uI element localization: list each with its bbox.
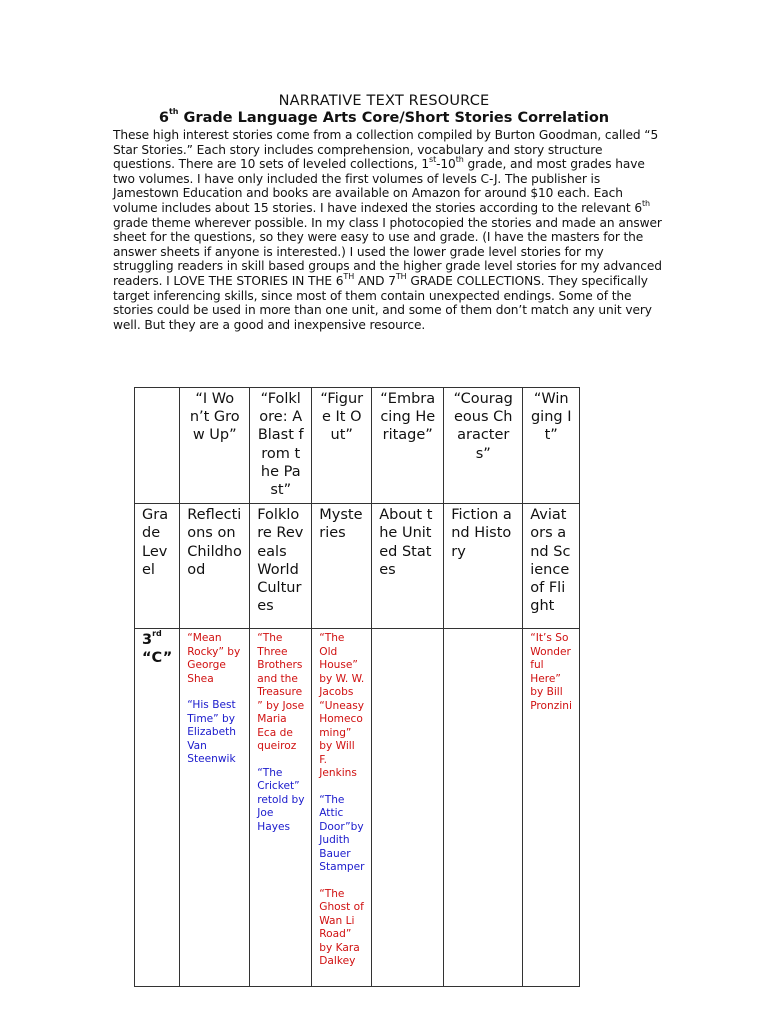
topic-cell: Reflections on Childhood — [180, 504, 250, 629]
grade-level-label: Grade Level — [135, 504, 180, 629]
intro-text-3: grade, and most grades have two volumes. I have only included the first volumes of levels C-J. The publisher is Jamestown Education and books are available on Amazon for around $10 each. Each volume includes about 15 stories. I have indexed the stories according to the relevant 6 — [113, 157, 645, 215]
story-entry: “The Old House” by W. W. Jacobs “Uneasy Homecoming” by Will F. Jenkins — [319, 632, 365, 780]
topic-cell: Folklore Reveals World Cultures — [250, 504, 312, 629]
story-cell — [523, 629, 580, 987]
grade-number: 3 — [142, 632, 153, 649]
story-entry: “His Best Time” by Elizabeth Van Steenwik — [187, 699, 236, 766]
story-entry: “The Cricket” retold by Joe Hayes — [257, 766, 305, 833]
intro-sup-4: TH — [343, 271, 355, 281]
intro-sup-2: th — [455, 155, 464, 165]
intro-sup-1: st — [429, 155, 437, 165]
theme-header-cell: “Embracing Heritage” — [372, 388, 444, 504]
theme-header-cell: “Figure It Out” — [312, 388, 372, 504]
intro-text-5: AND 7 — [354, 273, 396, 288]
topic-cell: Aviators and Science of Flight — [523, 504, 580, 629]
stories-correlation-table — [134, 387, 580, 987]
theme-header-cell: “Winging It” — [523, 388, 580, 504]
intro-paragraph — [113, 128, 665, 332]
intro-sup-5: TH — [395, 271, 407, 281]
intro-text-6: GRADE COLLECTIONS. They specifically target inferencing skills, since most of them contain unexpected endings. Some of the stories could be used in more than one unit, and some of them don’t match any unit very well. But they are a good and inexpensive resource. — [113, 273, 652, 332]
intro-text-1: These high interest stories come from a collection compiled by Burton Goodman, called “5 Star Stories.” Each story includes comprehension, vocabulary and story structure questions. There are 10 sets of leveled collections, 1 — [113, 128, 659, 172]
subtitle-superscript: th — [168, 107, 179, 116]
story-cell — [372, 629, 444, 987]
story-entry: “The Ghost of Wan Li Road” by Kara Dalkey — [319, 887, 364, 968]
story-cell — [180, 629, 250, 987]
story-cell — [444, 629, 523, 987]
theme-header-cell: “Courageous Characters” — [444, 388, 523, 504]
grade-superscript: rd — [152, 629, 162, 639]
document-title — [0, 92, 768, 110]
subtitle-text: Grade Language Arts Core/Short Stories Correlation — [178, 110, 610, 126]
topic-cell: Mysteries — [312, 504, 372, 629]
grade-letter: “C” — [142, 650, 173, 667]
title-text: NARRATIVE TEXT RESOURCE — [278, 93, 490, 109]
story-entry: “Mean Rocky” by George Shea — [187, 632, 241, 685]
document-subtitle — [0, 109, 768, 127]
story-entry: “The Attic Door”by Judith Bauer Stamper — [319, 793, 365, 874]
story-cell — [312, 629, 372, 987]
story-entry: “It’s So Wonderful Here” by Bill Pronzini — [530, 632, 572, 712]
theme-header-row — [135, 388, 580, 504]
intro-text-4: grade theme wherever possible. In my class I photocopied the stories and made an answer sheet for the questions, so they were easy to use and grade. (I have the masters for the answer sheets if anyone is interested.) I used the lower grade level stories for my struggling readers in skill based groups and the higher grade level stories for my advanced readers. I LOVE THE STORIES IN THE 6 — [113, 215, 662, 288]
intro-text-2: -10 — [436, 157, 456, 172]
theme-header-cell: “Folklore: A Blast from the Past” — [250, 388, 312, 504]
grade-cell — [135, 629, 180, 987]
topic-row — [135, 504, 580, 629]
story-cell — [250, 629, 312, 987]
subtitle-grade-number: 6 — [158, 110, 169, 126]
theme-header-cell: “I Won’t Grow Up” — [180, 388, 250, 504]
grade-row-3rd — [135, 629, 580, 987]
corner-cell — [135, 388, 180, 504]
topic-cell: About the United States — [372, 504, 444, 629]
topic-cell: Fiction and History — [444, 504, 523, 629]
intro-sup-3: th — [642, 198, 651, 208]
story-entry: “The Three Brothers and the Treasure” by Jose Maria Eca de queiroz — [257, 632, 305, 753]
